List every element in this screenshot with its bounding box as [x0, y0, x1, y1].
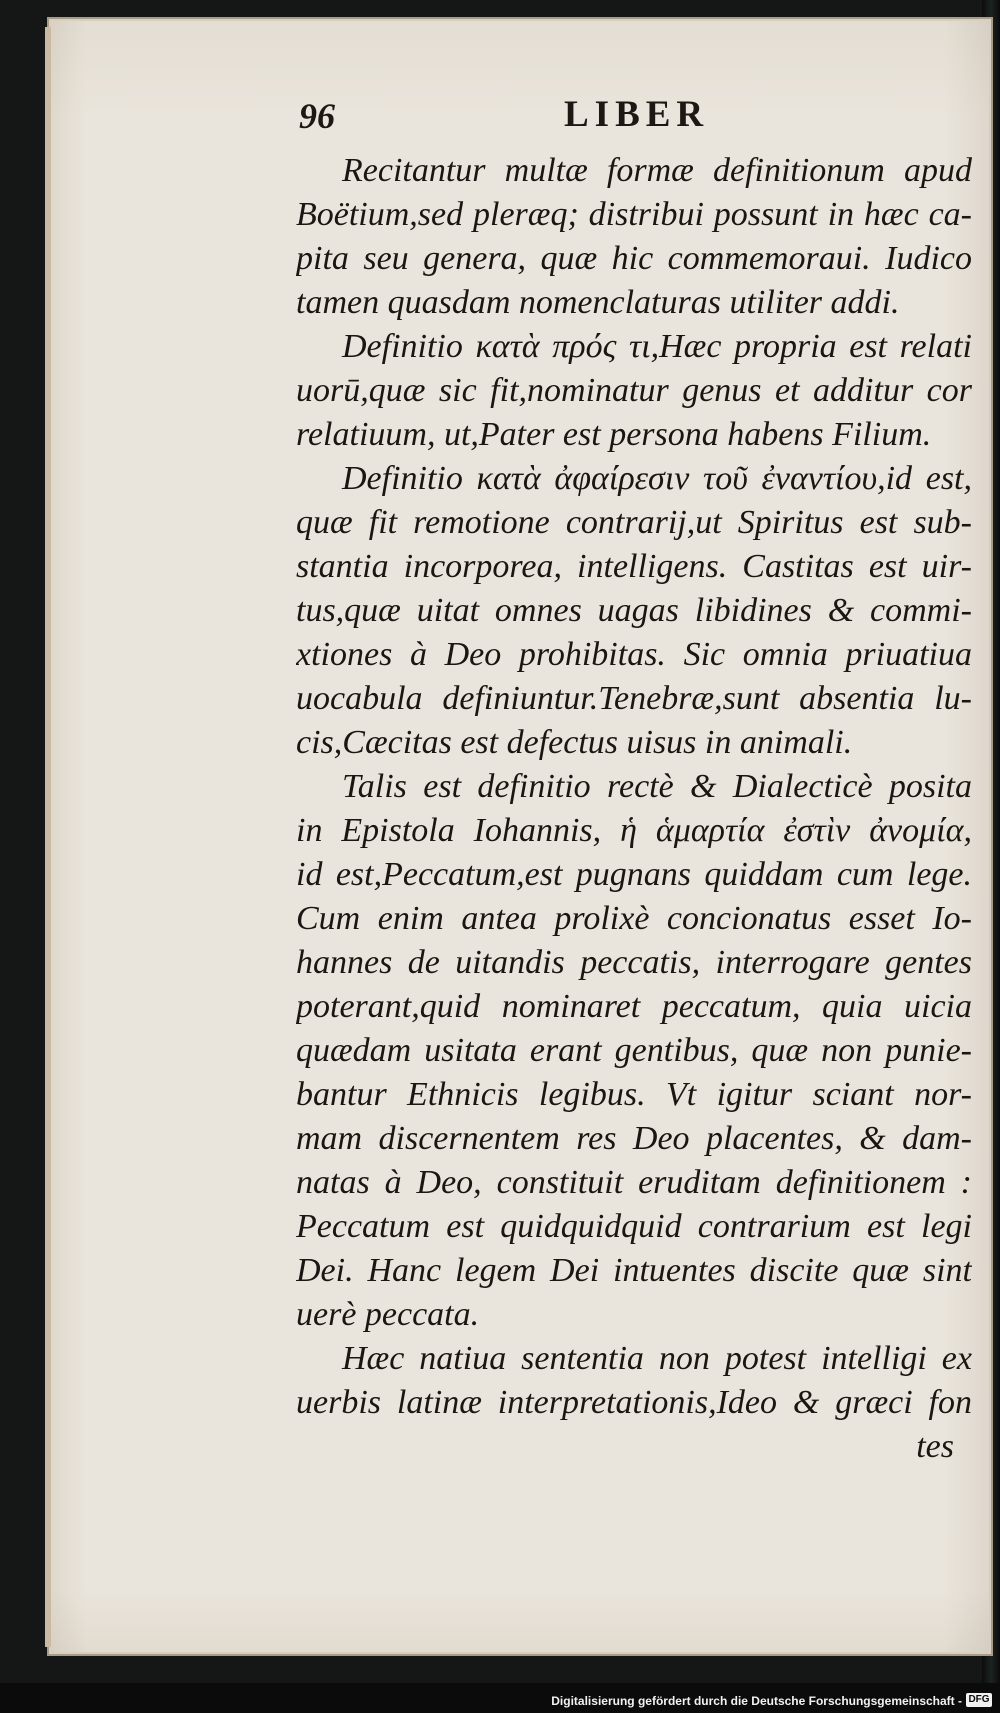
book-page [49, 19, 991, 1654]
text-line: Hæc natiua sententia non potest intelligi ex [342, 1340, 972, 1377]
text-line: tamen quasdam nomenclaturas utiliter addi. [296, 284, 900, 321]
text-line: id est,Peccatum,est pugnans quiddam cum lege. [296, 856, 972, 893]
text-line: natas à Deo, constituit eruditam definitionem : [296, 1164, 972, 1201]
dfg-logo: DFG [966, 1693, 992, 1707]
text-line: xtiones à Deo prohibitas. Sic omnia priuatiua [296, 636, 972, 673]
text-line: pita seu genera, quæ hic commemoraui. Iudico [296, 240, 972, 277]
text-line: Definitio κατὰ πρός τι,Hæc propria est relati [342, 328, 972, 365]
running-head-title: LIBER [564, 94, 710, 135]
text-line: Recitantur multæ formæ definitionum apud [342, 152, 972, 189]
digitization-footer [0, 1683, 1000, 1713]
text-line: Talis est definitio rectè & Dialecticè posita [342, 768, 972, 805]
text-line: relatiuum, ut,Pater est persona habens Filium. [296, 416, 932, 453]
text-line: bantur Ethnicis legibus. Vt igitur sciant nor- [296, 1076, 972, 1113]
text-line: Definitio κατὰ ἀφαίρεσιν τοῦ ἐναντίου,id est, [342, 460, 972, 497]
text-line: uocabula definiuntur.Tenebræ,sunt absentia lu- [296, 680, 972, 717]
text-line: mam discernentem res Deo placentes, & dam- [296, 1120, 972, 1157]
text-line: Peccatum est quidquidquid contrarium est legi [296, 1208, 972, 1245]
text-line: quæ fit remotione contrarij,ut Spiritus est sub- [296, 504, 972, 541]
text-line: poterant,quid nominaret peccatum, quia uicia [296, 988, 972, 1025]
running-head [299, 91, 819, 141]
text-line: Dei. Hanc legem Dei intuentes discite quæ sint [296, 1252, 972, 1289]
text-line: tus,quæ uitat omnes uagas libidines & commi- [296, 592, 972, 629]
catchword: tes [916, 1428, 954, 1465]
text-line: uerè peccata. [296, 1296, 480, 1333]
text-line: Cum enim antea prolixè concionatus esset Io- [296, 900, 972, 937]
text-line: hannes de uitandis peccatis, interrogare gentes [296, 944, 972, 981]
text-line: uerbis latinæ interpretationis,Ideo & græci fon [296, 1384, 972, 1421]
text-line: cis,Cæcitas est defectus uisus in animali. [296, 724, 853, 761]
body-text [296, 149, 972, 1469]
text-line: stantia incorporea, intelligens. Castitas est uir- [296, 548, 972, 585]
page-number: 96 [299, 96, 335, 136]
text-line: quædam usitata erant gentibus, quæ non punie- [296, 1032, 972, 1069]
text-line: Boëtium,sed pleræq; distribui possunt in hæc ca- [296, 196, 972, 233]
text-line: uorū,quæ sic fit,nominatur genus et additur cor [296, 372, 972, 409]
text-line: in Epistola Iohannis, ἡ ἁμαρτία ἐστὶν ἀνομία, [296, 812, 972, 849]
funding-credit: Digitalisierung gefördert durch die Deutsche Forschungsgemeinschaft - [551, 1694, 962, 1708]
